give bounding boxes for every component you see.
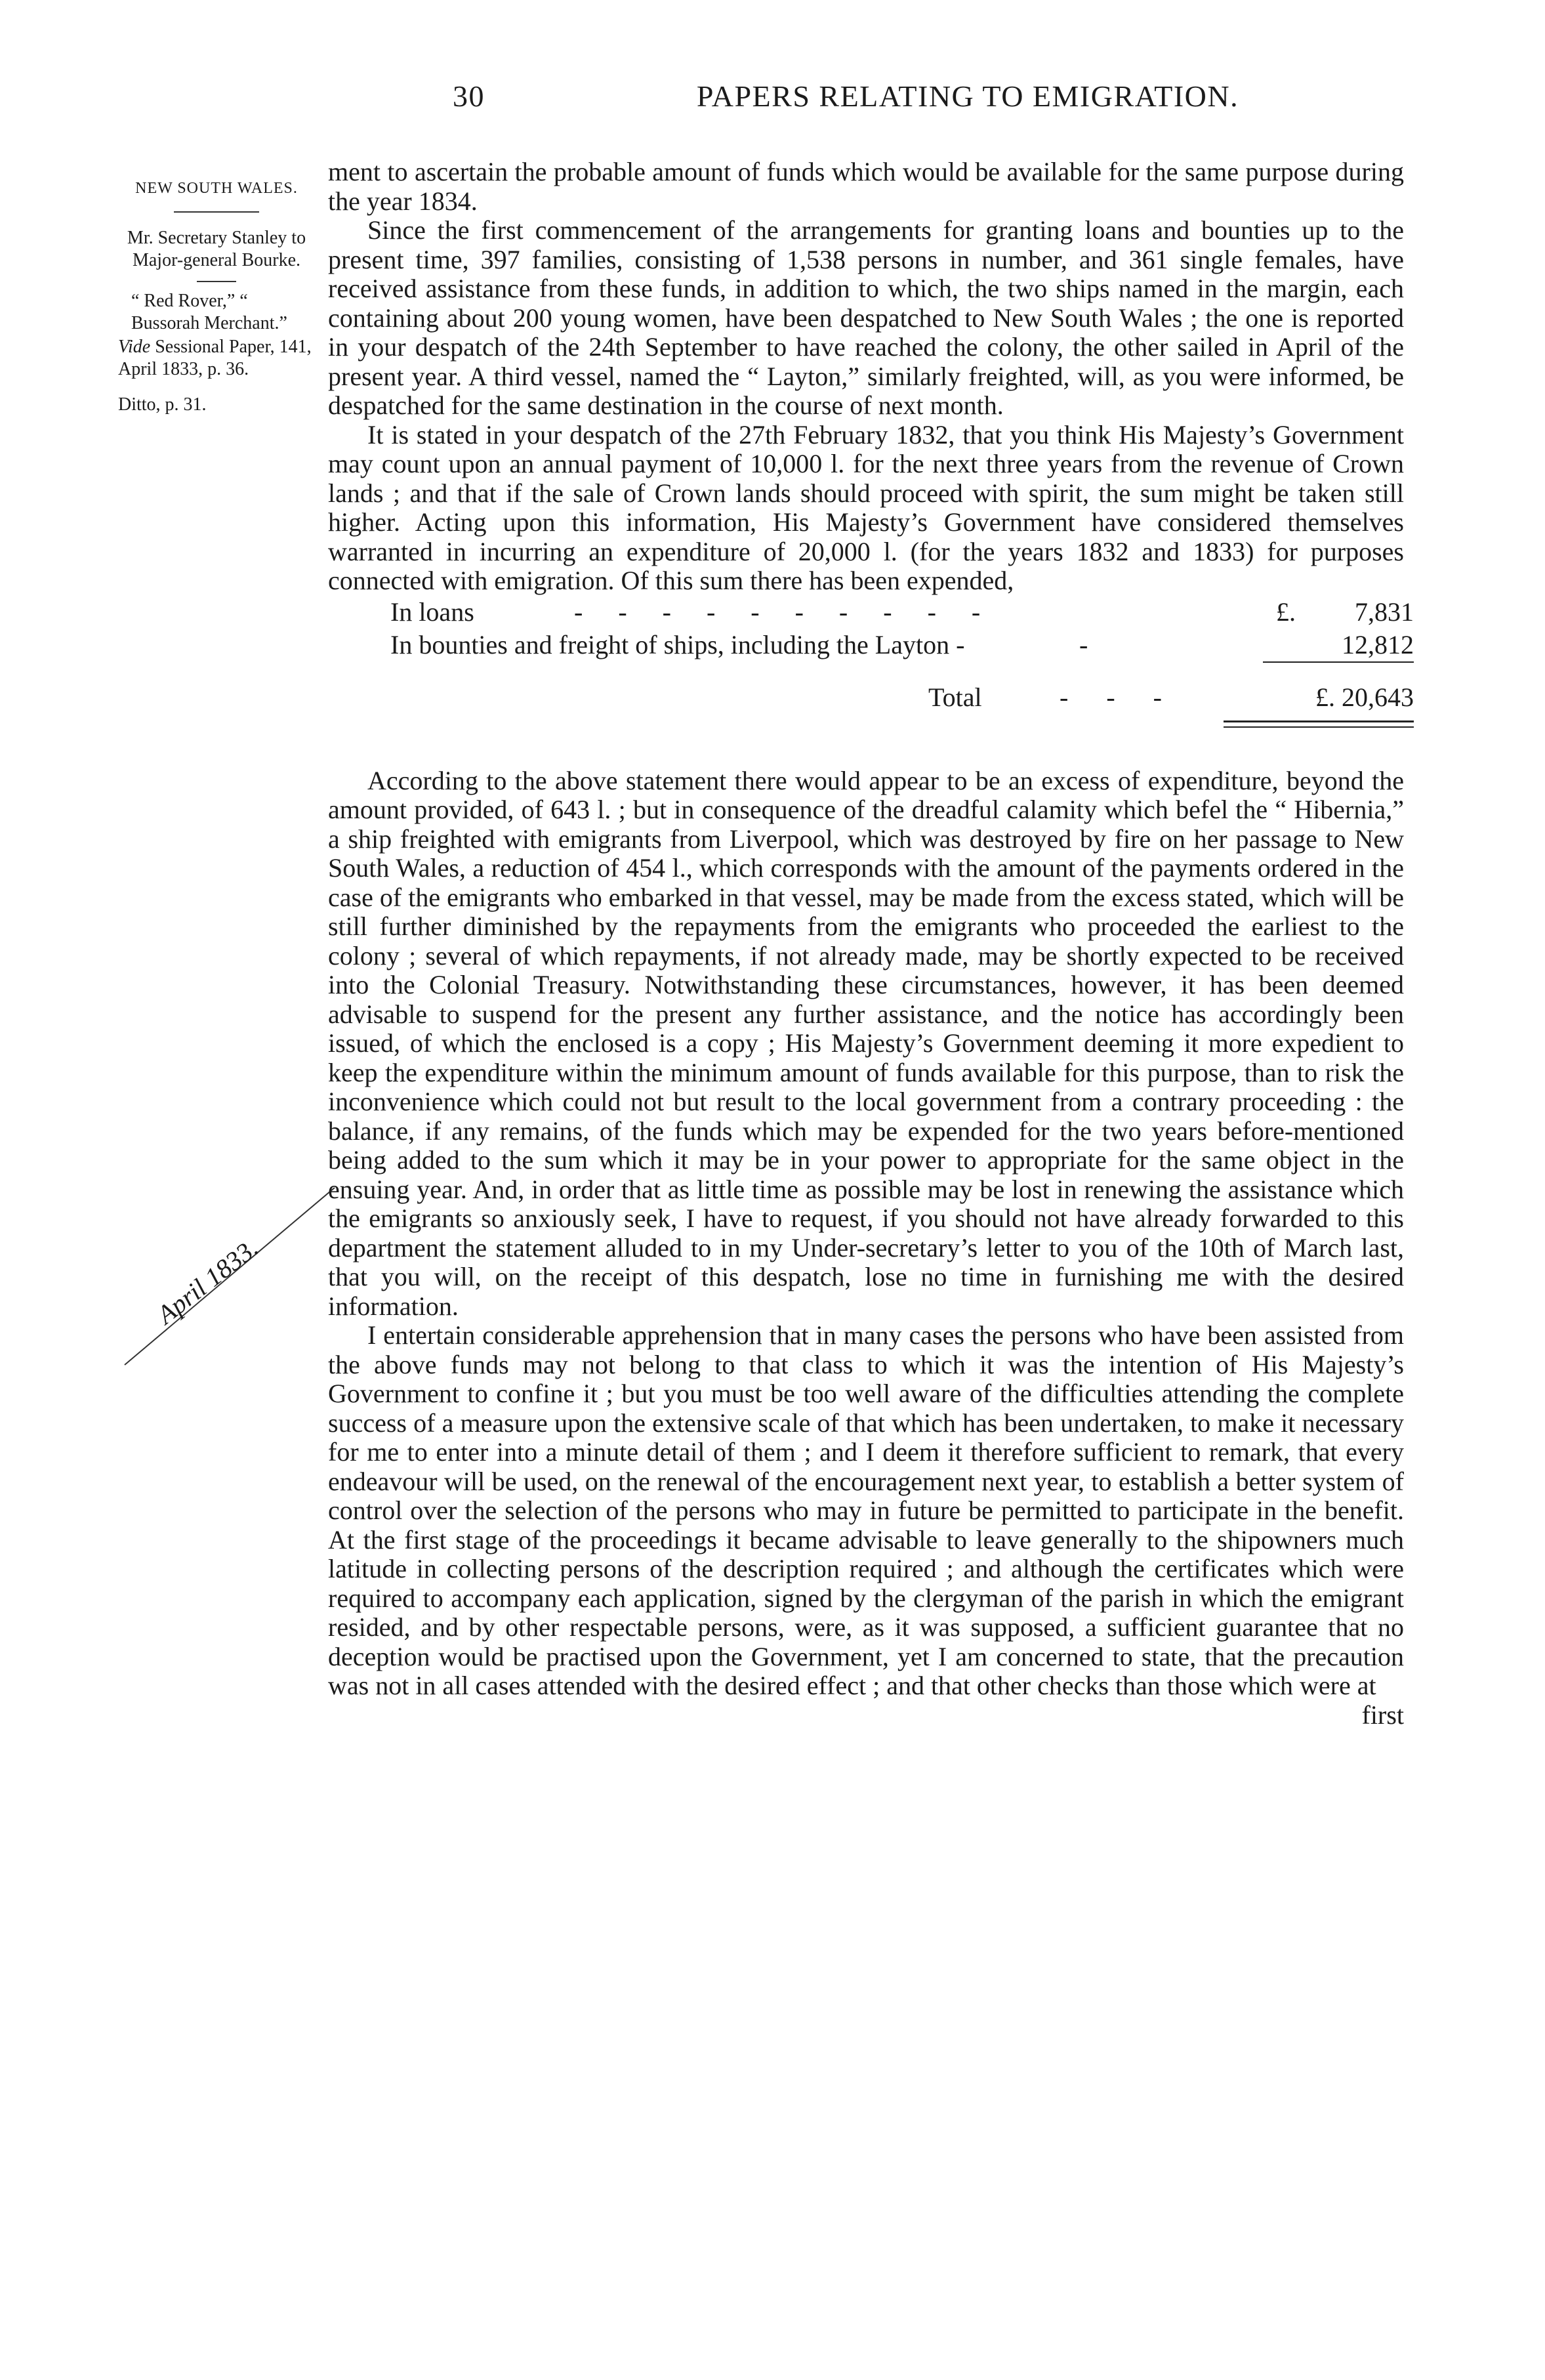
margin-reference-text: Sessional Paper, 141, April 1833, p. 36.	[118, 337, 312, 379]
margin-region: NEW SOUTH WALES.	[135, 180, 298, 197]
expenditure-table	[390, 596, 1414, 720]
margin-ditto: Ditto, p. 31.	[118, 394, 207, 415]
margin-divider	[174, 211, 259, 213]
expenditure-row-total	[390, 681, 1414, 720]
paragraph-4: According to the above statement there would appear to be an excess of expenditure, beyond the amount provided, of 643 l. ; but in consequence of the dreadful calamity which befel the “ Hibernia,” a ship freighted with emigrants from Liverpool, which was destroyed by fire on her passage to New South Wales, a reduction of 454 l., which corresponds with the amount of the payments ordered in the case of the emigrants who embarked in that vessel, may be made from the excess stated, which will be still further diminished by the repayments from the emigrants who proceeded the earliest to the colony ; several of which repayments, if not already made, may be shortly expected to be received into the Colonial Treasury. Notwithstanding these circumstances, however, it has been deemed advisable to suspend for the present any further assistance, and the notice has accordingly been issued, of which the enclosed is a copy ; His Majesty’s Government deeming it more expedient to keep the expenditure within the minimum amount of funds available for this purpose, than to risk the inconvenience which could not but result to the local government from a contrary proceeding : the balance, if any remains, of the funds which may be expended for the two years before-mentioned being added to the sum which it may be in your power to appropriate for the same object in the ensuing year. And, in order that as little time as possible may be lost in renewing the assistance which the emigrants so anxiously seek, I have to request, if you should not have already forwarded to this department the statement alluded to in my Under-secretary’s letter to you of the 10th of March last, that you will, on the receipt of this despatch, lose no time in furnishing me with the desired information.	[328, 765, 1404, 1321]
loans-label: In loans	[390, 596, 474, 627]
paragraph-3: It is stated in your despatch of the 27th February 1832, that you think His Majesty’s Government may count upon an annual payment of 10,000 l. for the next three years from the revenue of Crown lands ; and that if the sale of Crown lands should proceed with spirit, the sum might be taken still higher. Acting upon this information, His Majesty’s Government have considered themselves warranted in incurring an expenditure of 20,000 l. (for the years 1832 and 1833) for purposes connected with emigration. Of this sum there has been expended,	[328, 419, 1404, 595]
margin-reference-vide: Vide	[118, 337, 151, 357]
margin-reference	[118, 336, 315, 381]
margin-ships: “ Red Rover,” “ Bussorah Merchant.”	[131, 291, 287, 333]
loans-currency: £.	[1276, 596, 1296, 627]
bounties-label: In bounties and freight of ships, including the Layton -	[390, 629, 965, 659]
paragraph-1: ment to ascertain the probable amount of funds which would be available for the same purpose during the year 1834.	[328, 157, 1404, 216]
expenditure-row-loans	[390, 596, 1414, 629]
paragraph-5: I entertain considerable apprehension that in many cases the persons who have been assisted from the above funds may not belong to that class to which it was the intention of His Majesty’s Government to confine it ; but you must be too well aware of the difficulties attending the complete success of a measure upon the extensive scale of that which has been undertaken, to make it necessary for me to enter into a minute detail of them ; and I deem it therefore sufficient to remark, that every endeavour will be used, on the renewal of the encouragement next year, to establish a better system of control over the selection of the persons who may in future be permitted to participate in the benefit. At the first stage of the proceedings it became advisable to leave generally to the shipowners much latitude in collecting persons of the description required ; and although the certificates which were required to accompany each application, signed by the clergyman of the parish in which the emigrant resided, and by other respectable persons, were, as it was supposed, a sufficient guarantee that no deception would be practised upon the Government, yet I am concerned to state, that the precaution was not in all cases attended with the desired effect ; and that other checks than those which were at	[328, 1320, 1404, 1700]
margin-notes	[118, 177, 315, 416]
page-number: 30	[453, 79, 485, 113]
total-value: £. 20,643	[1315, 682, 1414, 712]
loans-dashes: - - - - - - - - - -	[574, 596, 995, 627]
page-header	[453, 79, 1417, 125]
main-text	[328, 157, 1414, 1730]
total-label: Total	[928, 682, 982, 712]
running-title: PAPERS RELATING TO EMIGRATION.	[696, 79, 1239, 113]
margin-correspondents: Mr. Secretary Stanley to Major-general Bourke.	[127, 228, 306, 270]
total-dashes: - - -	[1060, 682, 1178, 712]
paragraph-2: Since the first commencement of the arrangements for granting loans and bounties up to the present time, 397 families, consisting of 1,538 persons in number, and 361 single females, have received assistance from these funds, in addition to which, the two ships named in the margin, each containing about 200 young women, have been despatched to New South Wales ; the one is reported in your despatch of the 24th September to have reached the colony, the other sailed in April of the present year. A third vessel, named the “ Layton,” similarly freighted, will, as you were informed, be despatched for the same destination in the course of next month.	[328, 215, 1404, 420]
total-double-rule	[1224, 720, 1414, 728]
loans-value: 7,831	[1355, 596, 1414, 627]
bounties-dashes: -	[1079, 629, 1103, 659]
catchword: first	[1361, 1700, 1404, 1730]
expenditure-row-bounties	[390, 629, 1414, 661]
bounties-value: 12,812	[1342, 629, 1414, 659]
handwritten-annotation: April 1833.	[151, 1232, 264, 1330]
sum-rule	[1263, 661, 1414, 663]
margin-divider-short	[197, 281, 236, 282]
